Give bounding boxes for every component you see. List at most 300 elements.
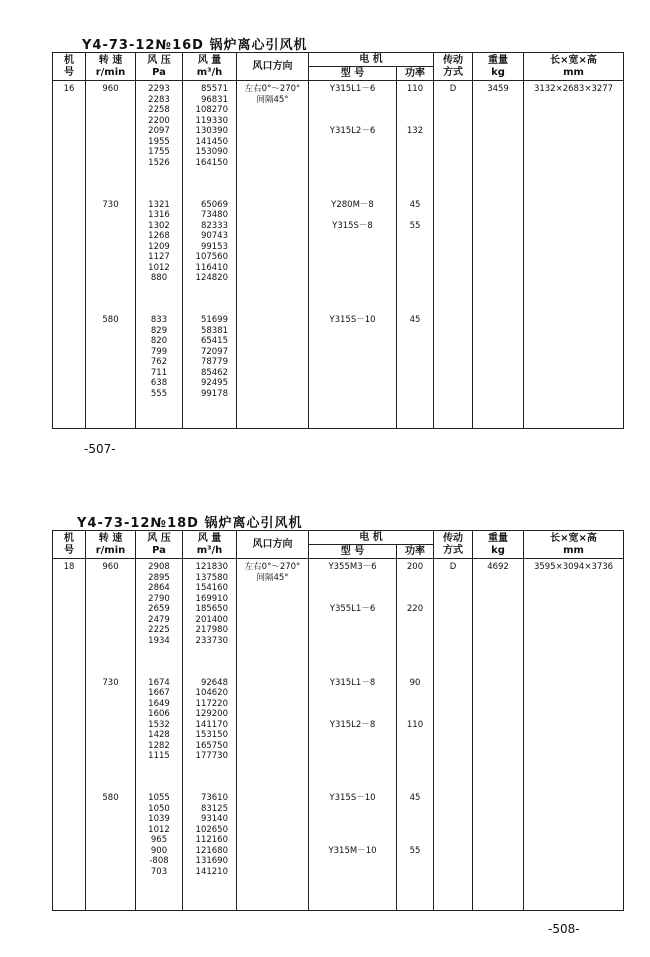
flow-value: 116410 (195, 262, 228, 273)
pressure-value: 1667 (148, 688, 170, 698)
flow-value: 137580 (195, 572, 228, 583)
spacer (309, 730, 396, 741)
motor-power: 45 (409, 793, 421, 803)
flow-value: 153090 (195, 147, 228, 157)
spacer (397, 305, 433, 316)
pressure-value: 1934 (148, 635, 170, 646)
flow-value: 72097 (200, 346, 228, 357)
spacer (309, 294, 396, 305)
pressure-value: 833 (150, 315, 168, 325)
col-speed (86, 559, 136, 911)
spacer (86, 741, 135, 752)
col-motor-power (397, 81, 434, 429)
header-weight: 重量 kg (473, 53, 524, 81)
pressure-value: 1532 (148, 719, 170, 730)
flow-value: 141210 (195, 866, 228, 877)
spacer (86, 294, 135, 305)
flow-value: 141170 (195, 719, 228, 730)
spacer (183, 189, 228, 200)
pressure-value: 1012 (148, 262, 170, 273)
motor-power: 45 (409, 199, 421, 210)
motor-power: 90 (409, 677, 421, 688)
spacer (397, 378, 433, 389)
pressure-value: 2864 (148, 583, 170, 593)
pressure-value: 1316 (148, 210, 170, 220)
spacer (397, 147, 433, 158)
spacer (309, 772, 396, 783)
spacer (183, 667, 228, 678)
spacer (86, 147, 135, 158)
spacer (86, 357, 135, 368)
spacer (397, 263, 433, 274)
motor-power: 132 (406, 126, 424, 136)
spacer (136, 284, 182, 295)
spacer (309, 273, 396, 284)
spacer (397, 688, 433, 699)
flow-value: 169910 (195, 593, 228, 604)
spacer (309, 657, 396, 668)
spacer (86, 867, 135, 878)
spacer (309, 252, 396, 263)
spacer (86, 646, 135, 657)
flow-value: 58381 (200, 325, 228, 336)
pressure-value: 1606 (148, 709, 170, 719)
flow-value: 83125 (200, 803, 228, 814)
spacer (309, 95, 396, 106)
pressure-value: 880 (150, 273, 168, 283)
spacer (309, 179, 396, 190)
spacer (136, 189, 182, 200)
dimensions: 3132×2683×3277 (524, 81, 624, 429)
pressure-value: 1039 (148, 814, 170, 824)
pressure-value: 829 (150, 325, 168, 336)
outlet-direction: 左右0°～270° 间隔45° (237, 81, 309, 429)
pressure-value: 1209 (148, 241, 170, 252)
spacer (86, 368, 135, 379)
spacer (309, 646, 396, 657)
flow-value: 141450 (195, 136, 228, 147)
header-weight: 重量 kg (473, 531, 524, 559)
header-flow: 风 量 m³/h (183, 53, 237, 81)
spacer (397, 783, 433, 794)
motor-model: Y315S－8 (332, 220, 373, 231)
flow-value: 131690 (195, 856, 228, 866)
flow-value: 121830 (195, 562, 228, 572)
flow-value: 107560 (195, 252, 228, 262)
pressure-value: 1268 (148, 231, 170, 241)
pressure-value: 1050 (148, 803, 170, 814)
spacer (309, 105, 396, 116)
spacer (86, 804, 135, 815)
flow-value: 154160 (195, 583, 228, 593)
col-flow (183, 559, 237, 911)
spacer (397, 730, 433, 741)
spacer (397, 814, 433, 825)
table-title: Y4-73-12№18D 锅炉离心引风机 (77, 516, 303, 531)
spacer (309, 116, 396, 127)
spacer (309, 762, 396, 773)
spacer (183, 783, 228, 794)
spacer (86, 583, 135, 594)
pressure-value: 703 (150, 866, 168, 877)
spacer (397, 368, 433, 379)
spacer (86, 105, 135, 116)
col-pressure (136, 81, 183, 429)
spacer (397, 762, 433, 773)
spacer (397, 636, 433, 647)
pressure-value: 2293 (148, 84, 170, 94)
spacer (397, 699, 433, 710)
fan-spec-table (52, 530, 624, 911)
header-outlet: 风口方向 (237, 531, 309, 559)
spacer (86, 347, 135, 358)
spacer (86, 137, 135, 148)
machine-no: 16 (53, 81, 86, 429)
flow-value: 108270 (195, 105, 228, 115)
flow-value: 99178 (200, 388, 228, 399)
spacer (309, 709, 396, 720)
spacer (309, 783, 396, 794)
spacer (136, 783, 182, 794)
flow-value: 153150 (195, 730, 228, 740)
motor-power: 220 (406, 604, 424, 614)
flow-value: 90743 (200, 231, 228, 241)
spacer (397, 804, 433, 815)
spacer (397, 326, 433, 337)
flow-value: 121680 (195, 845, 228, 856)
spacer (397, 583, 433, 594)
spacer (86, 284, 135, 295)
pressure-value: 555 (150, 388, 168, 399)
spacer (86, 326, 135, 337)
header-model: 型 号 (309, 67, 397, 81)
pressure-value: 1428 (148, 730, 170, 740)
flow-value: 164150 (195, 157, 228, 168)
pressure-value: 2200 (148, 115, 170, 126)
spacer (309, 168, 396, 179)
spacer (86, 625, 135, 636)
spacer (136, 762, 182, 773)
flow-value: 165750 (195, 740, 228, 751)
pressure-value: 1321 (148, 199, 170, 210)
motor-model: Y315L2－8 (329, 719, 376, 730)
drive-type: D (434, 81, 473, 429)
spacer (86, 242, 135, 253)
spacer (397, 357, 433, 368)
spacer (309, 867, 396, 878)
spacer (397, 158, 433, 169)
spacer (136, 772, 182, 783)
spacer (397, 347, 433, 358)
spacer (183, 179, 228, 190)
col-pressure (136, 559, 183, 911)
spacer (397, 646, 433, 657)
spacer (86, 594, 135, 605)
fan-spec-table (52, 52, 624, 429)
spacer (86, 168, 135, 179)
motor-model: Y315L2－6 (329, 126, 376, 136)
motor-power: 45 (409, 315, 421, 325)
spacer (86, 252, 135, 263)
flow-value: 177730 (195, 751, 228, 761)
weight: 4692 (473, 559, 524, 911)
spacer (309, 305, 396, 316)
motor-model: Y355M3－6 (328, 562, 377, 572)
pressure-value: 2097 (148, 126, 170, 136)
spacer (397, 615, 433, 626)
spacer (397, 772, 433, 783)
spacer (309, 189, 396, 200)
pressure-value: 762 (150, 357, 168, 367)
spacer (397, 625, 433, 636)
spacer (397, 856, 433, 867)
spacer (309, 137, 396, 148)
pressure-value: 1955 (148, 136, 170, 147)
flow-value: 92495 (200, 378, 228, 388)
motor-power: 55 (409, 845, 421, 856)
spacer (183, 305, 228, 316)
motor-power: 55 (409, 220, 421, 231)
spacer (309, 347, 396, 358)
spacer (309, 389, 396, 400)
spacer (397, 389, 433, 400)
header-dims: 长×宽×高 mm (524, 531, 624, 559)
spacer (309, 699, 396, 710)
spacer (86, 825, 135, 836)
flow-value: 96831 (200, 94, 228, 105)
pressure-value: 965 (150, 835, 168, 845)
spacer (86, 389, 135, 400)
spacer (136, 646, 182, 657)
header-machine: 机 号 (53, 53, 86, 81)
spacer (309, 147, 396, 158)
flow-value: 51699 (200, 315, 228, 325)
spacer (397, 667, 433, 678)
flow-value: 93140 (200, 814, 228, 824)
col-motor-power (397, 559, 434, 911)
spacer (397, 709, 433, 720)
pressure-value: 1012 (148, 824, 170, 835)
pressure-value: 1649 (148, 698, 170, 709)
motor-model: Y355L1－6 (329, 604, 376, 614)
spacer (397, 231, 433, 242)
spacer (309, 636, 396, 647)
spacer (309, 378, 396, 389)
spacer (309, 594, 396, 605)
spacer (309, 336, 396, 347)
spacer (183, 646, 228, 657)
spacer (86, 273, 135, 284)
motor-power: 200 (406, 562, 424, 572)
speed-value: 580 (102, 315, 119, 325)
spacer (309, 263, 396, 274)
pressure-value: 820 (150, 336, 168, 346)
spacer (183, 772, 228, 783)
pressure-value: 1526 (148, 157, 170, 168)
spacer (397, 95, 433, 106)
spacer (309, 231, 396, 242)
flow-value: 117220 (195, 698, 228, 709)
motor-model: Y315S－10 (329, 315, 376, 325)
spacer (86, 657, 135, 668)
motor-power: 110 (406, 84, 424, 94)
spacer (86, 615, 135, 626)
spacer (136, 667, 182, 678)
flow-value: 82333 (200, 220, 228, 231)
spacer (136, 179, 182, 190)
pressure-value: 900 (150, 845, 168, 856)
spacer (86, 762, 135, 773)
spacer (397, 242, 433, 253)
flow-value: 217980 (195, 625, 228, 635)
flow-value: 185650 (195, 604, 228, 614)
spacer (397, 825, 433, 836)
pressure-value: -808 (149, 856, 169, 866)
spacer (86, 751, 135, 762)
flow-value: 102650 (195, 824, 228, 835)
page-number: -507- (84, 442, 116, 456)
spacer (86, 221, 135, 232)
flow-value: 124820 (195, 273, 228, 283)
header-power: 功率 (397, 545, 434, 559)
header-model: 型 号 (309, 545, 397, 559)
motor-model: Y315L1－8 (329, 677, 376, 688)
motor-power: 110 (406, 719, 424, 730)
col-speed (86, 81, 136, 429)
spacer (86, 667, 135, 678)
flow-value: 92648 (200, 677, 228, 688)
spacer (86, 263, 135, 274)
spacer (86, 158, 135, 169)
spacer (397, 573, 433, 584)
spacer (183, 762, 228, 773)
motor-model: Y315M－10 (328, 845, 377, 856)
spacer (397, 252, 433, 263)
spacer (309, 688, 396, 699)
pressure-value: 2659 (148, 604, 170, 614)
pressure-value: 799 (150, 346, 168, 357)
spacer (309, 751, 396, 762)
header-dims: 长×宽×高 mm (524, 53, 624, 81)
spacer (309, 804, 396, 815)
spacer (309, 573, 396, 584)
spacer (309, 814, 396, 825)
spacer (86, 846, 135, 857)
spacer (309, 583, 396, 594)
spacer (397, 336, 433, 347)
spacer (86, 835, 135, 846)
spacer (86, 179, 135, 190)
motor-model: Y315L1－6 (329, 84, 376, 94)
spacer (86, 814, 135, 825)
pressure-value: 1755 (148, 147, 170, 157)
spacer (397, 210, 433, 221)
spacer (309, 210, 396, 221)
spacer (136, 305, 182, 316)
speed-value: 960 (102, 84, 119, 94)
spacer (183, 657, 228, 668)
header-motor: 电 机 (309, 531, 434, 545)
spacer (86, 378, 135, 389)
pressure-value: 2908 (148, 562, 170, 572)
spacer (309, 158, 396, 169)
flow-value: 99153 (200, 241, 228, 252)
spacer (86, 604, 135, 615)
pressure-value: 1282 (148, 740, 170, 751)
spacer (183, 168, 228, 179)
pressure-value: 2895 (148, 572, 170, 583)
pressure-value: 1055 (148, 793, 170, 803)
speed-value: 960 (102, 562, 119, 572)
outlet-direction: 左右0°～270° 间隔45° (237, 559, 309, 911)
spacer (309, 242, 396, 253)
speed-value: 730 (102, 199, 119, 210)
spacer (397, 594, 433, 605)
spacer (86, 95, 135, 106)
spacer (309, 326, 396, 337)
pressure-value: 1115 (148, 751, 170, 761)
pressure-value: 2258 (148, 105, 170, 115)
pressure-value: 2225 (148, 625, 170, 635)
col-flow (183, 81, 237, 429)
header-motor: 电 机 (309, 53, 434, 67)
header-power: 功率 (397, 67, 434, 81)
spacer (309, 357, 396, 368)
speed-value: 730 (102, 677, 119, 688)
header-outlet: 风口方向 (237, 53, 309, 81)
spacer (86, 720, 135, 731)
flow-value: 130390 (195, 126, 228, 136)
col-motor-model (309, 559, 397, 911)
header-machine: 机 号 (53, 531, 86, 559)
flow-value: 73610 (200, 793, 228, 803)
page-number: -508- (548, 922, 580, 936)
machine-no: 18 (53, 559, 86, 911)
header-speed: 转 速 r/min (86, 53, 136, 81)
col-motor-model (309, 81, 397, 429)
flow-value: 65069 (200, 199, 228, 210)
pressure-value: 2283 (148, 94, 170, 105)
spacer (86, 730, 135, 741)
spacer (309, 667, 396, 678)
header-drive: 传动 方式 (434, 53, 473, 81)
pressure-value: 711 (150, 367, 168, 378)
flow-value: 112160 (195, 835, 228, 845)
header-drive: 传动 方式 (434, 531, 473, 559)
pressure-value: 2479 (148, 614, 170, 625)
flow-value: 129200 (195, 709, 228, 719)
weight: 3459 (473, 81, 524, 429)
pressure-value: 1674 (148, 677, 170, 688)
spacer (86, 116, 135, 127)
spacer (86, 305, 135, 316)
spacer (397, 835, 433, 846)
motor-model: Y315S－10 (329, 793, 376, 803)
spacer (309, 741, 396, 752)
spacer (136, 657, 182, 668)
flow-value: 233730 (195, 635, 228, 646)
spacer (397, 284, 433, 295)
spacer (86, 688, 135, 699)
spacer (397, 294, 433, 305)
spacer (183, 284, 228, 295)
pressure-value: 638 (150, 378, 168, 388)
flow-value: 85462 (200, 367, 228, 378)
spacer (86, 231, 135, 242)
spacer (86, 772, 135, 783)
motor-model: Y280M－8 (331, 199, 374, 210)
table-title: Y4-73-12№16D 锅炉离心引风机 (82, 38, 308, 53)
